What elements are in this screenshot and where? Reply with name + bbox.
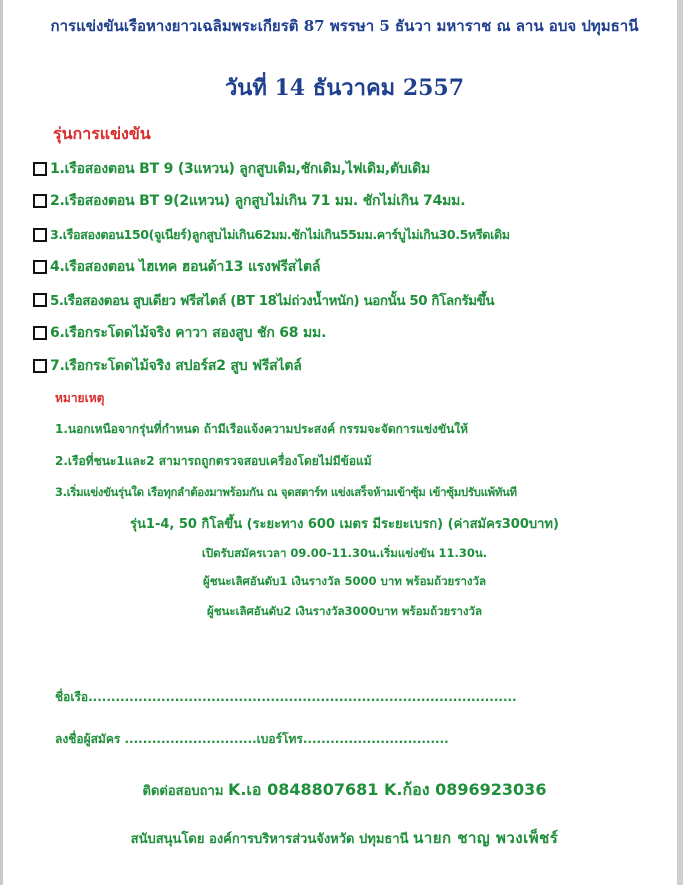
boat-name-field[interactable]: ชื่อเรือ..............................................................................................: [55, 690, 517, 704]
class-item-5[interactable]: [33, 288, 494, 312]
class-item-2[interactable]: [33, 189, 465, 213]
classes-heading: รุ่นการแข่งขัน: [53, 124, 151, 143]
schedule-info: เปิดรับสมัครเวลา 09.00-11.30น.เริ่มแข่งขัน 11.30น.: [201, 546, 488, 560]
sponsor-label: สนับสนุนโดย องค์การบริหารส่วนจังหวัด ปทุมธานี: [130, 832, 409, 847]
checkbox-icon[interactable]: [33, 293, 47, 307]
distance-info: รุ่น1-4, 50 กิโลขึ้น (ระยะทาง 600 เมตร มีระยะเบรก) (ค่าสมัคร300บาท): [130, 517, 559, 532]
sponsor-person: นายก ชาญ พวงเพ็ชร์: [413, 829, 559, 847]
class-item-3[interactable]: [33, 223, 510, 247]
class-label: 4.เรือสองตอน ไฮเทค ฮอนด้า13 แรงฟรีสไตล์: [50, 259, 321, 275]
checkbox-icon[interactable]: [33, 228, 47, 242]
class-label: 5.เรือสองตอน สูบเดียว ฟรีสไตล์ (BT 18ไม่ถ่วงน้ำหนัก) นอกนั้น 50 กิโลกรัมขึ้น: [50, 293, 495, 309]
remarks-heading: หมายเหตุ: [55, 391, 105, 405]
class-item-7[interactable]: [33, 354, 302, 378]
class-label: 1.เรือสองตอน BT 9 (3แหวน) ลูกสูบเดิม,ชักเดิม,ไฟเดิม,ตับเดิม: [50, 161, 431, 177]
class-label: 2.เรือสองตอน BT 9(2แหวน) ลูกสูบไม่เกิน 71 มม. ชักไม่เกิน 74มม.: [50, 193, 466, 209]
checkbox-icon[interactable]: [33, 326, 47, 340]
contact-line: [3, 778, 683, 803]
class-item-1[interactable]: [33, 157, 430, 181]
class-label: 7.เรือกระโดดไม้จริง สปอร์ส2 สูบ ฟรีสไตล์: [50, 358, 302, 374]
contact-label: ติดต่อสอบถาม: [142, 784, 224, 799]
event-date: วันที่ 14 ธันวาคม 2557: [224, 75, 465, 101]
remark-note-2: 2.เรือที่ชนะ1และ2 สามารถถูกตรวจสอบเครื่องโดยไม่มีข้อแม้: [55, 454, 372, 468]
sponsor-line: [3, 826, 683, 850]
prize-first: ผู้ชนะเลิศอันดับ1 เงินรางวัล 5000 บาท พร้อมถ้วยรางวัล: [202, 574, 487, 588]
remark-note-1: 1.นอกเหนือจากรุ่นที่กำหนด ถ้ามีเรือแจ้งความประสงค์ กรรมจะจัดการแข่งขันให้: [55, 422, 469, 436]
checkbox-icon[interactable]: [33, 359, 47, 373]
checkbox-icon[interactable]: [33, 260, 47, 274]
checkbox-icon[interactable]: [33, 162, 47, 176]
class-label: 3.เรือสองตอน150(จูเนียร์)ลูกสูบไม่เกิน62มม.ชักไม่เกิน55มม.คาร์บูไม่เกิน30.5หรีดเดิม: [50, 227, 510, 242]
checkbox-icon[interactable]: [33, 194, 47, 208]
class-item-4[interactable]: [33, 255, 320, 279]
class-label: 6.เรือกระโดดไม้จริง คาวา สองสูบ ชัก 68 มม.: [50, 325, 327, 341]
class-item-6[interactable]: [33, 321, 326, 345]
applicant-field[interactable]: ลงชื่อผู้สมัคร .............................เบอร์โทร................................: [55, 732, 449, 746]
prize-second: ผู้ชนะเลิศอันดับ2 เงินรางวัล3000บาท พร้อมถ้วยรางวัล: [206, 604, 483, 618]
event-title: การแข่งขันเรือหางยาวเฉลิมพระเกียรติ 87 พรรษา 5 ธันวา มหาราช ณ ลาน อบจ ปทุมธานี: [50, 17, 639, 35]
remark-note-3: 3.เริ่มแข่งขันรุ่นใด เรือทุกลำต้องมาพร้อมกัน ณ จุดสตาร์ท แข่งเสร็จห้ามเข้าซุ้ม เข้าซุ้มปรับแพ้ทันที: [55, 485, 517, 499]
contact-persons: K.เอ 0848807681 K.ก้อง 0896923036: [227, 780, 547, 799]
